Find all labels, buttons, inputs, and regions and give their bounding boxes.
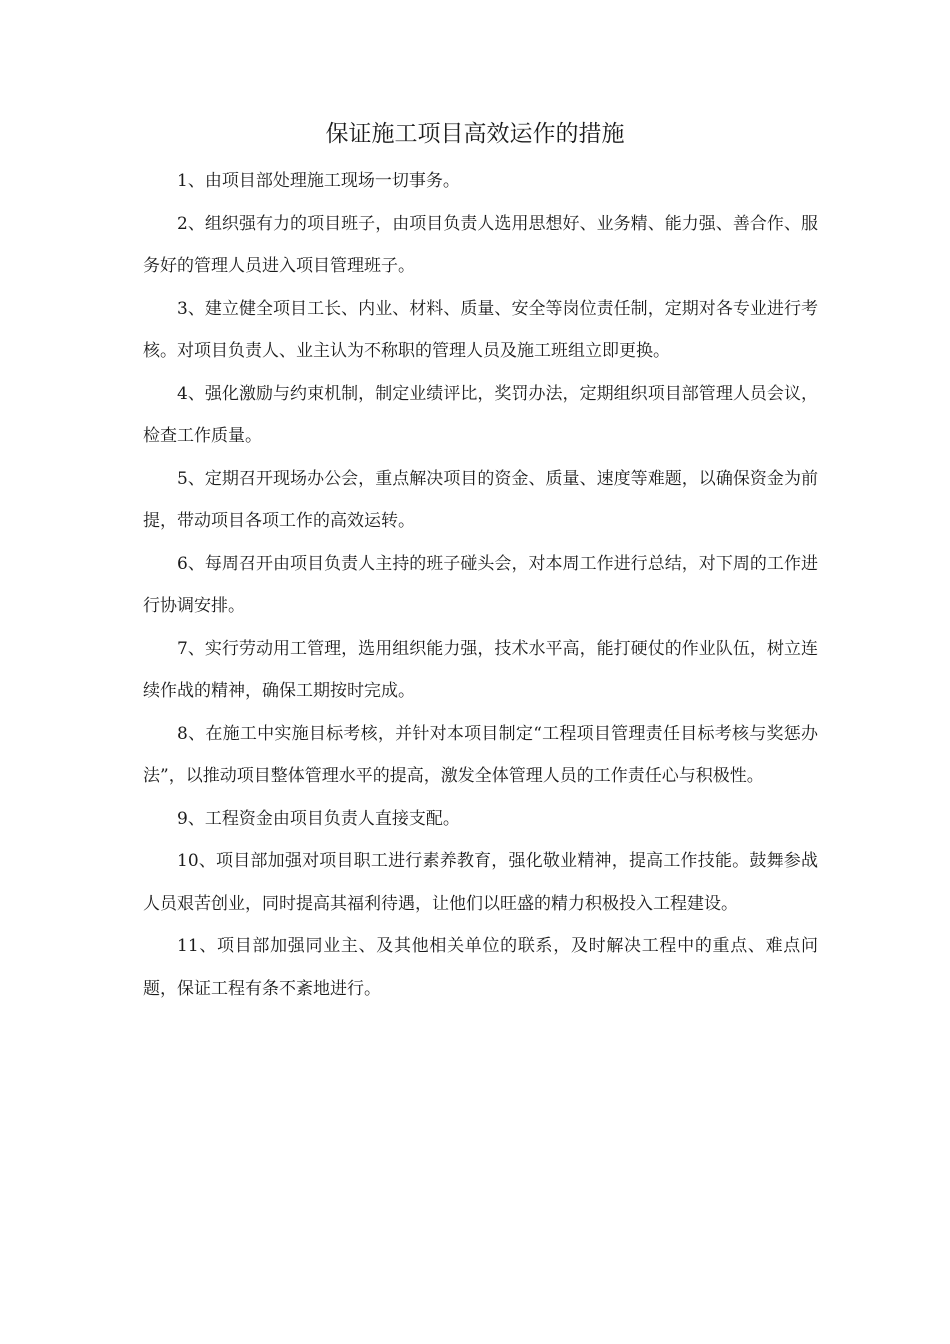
paragraph-4: 4、强化激励与约束机制，制定业绩评比，奖罚办法，定期组织项目部管理人员会议，检查工作质量。 — [143, 383, 818, 446]
paragraph-9: 9、工程资金由项目负责人直接支配。 — [177, 808, 460, 829]
document-body — [143, 160, 818, 1010]
paragraph-6: 6、每周召开由项目负责人主持的班子碰头会，对本周工作进行总结，对下周的工作进行协调安排。 — [143, 553, 818, 616]
paragraph-5: 5、定期召开现场办公会，重点解决项目的资金、质量、速度等难题，以确保资金为前提，带动项目各项工作的高效运转。 — [143, 468, 818, 531]
paragraph-8: 8、在施工中实施目标考核，并针对本项目制定“工程项目管理责任目标考核与奖惩办法”，以推动项目整体管理水平的提高，激发全体管理人员的工作责任心与积极性。 — [143, 723, 818, 786]
paragraph-11: 11、项目部加强同业主、及其他相关单位的联系，及时解决工程中的重点、难点问题，保证工程有条不紊地进行。 — [143, 936, 818, 999]
document-title: 保证施工项目高效运作的措施 — [325, 121, 625, 147]
paragraph-3: 3、建立健全项目工长、内业、材料、质量、安全等岗位责任制，定期对各专业进行考核。对项目负责人、业主认为不称职的管理人员及施工班组立即更换。 — [143, 298, 818, 361]
paragraph-1: 1、由项目部处理施工现场一切事务。 — [177, 171, 460, 191]
paragraph-2: 2、组织强有力的项目班子，由项目负责人选用思想好、业务精、能力强、善合作、服务好的管理人员进入项目管理班子。 — [143, 213, 818, 276]
paragraph-10: 10、项目部加强对项目职工进行素养教育，强化敬业精神，提高工作技能。鼓舞参战人员艰苦创业，同时提高其福利待遇，让他们以旺盛的精力积极投入工程建设。 — [143, 851, 818, 914]
paragraph-7: 7、实行劳动用工管理，选用组织能力强，技术水平高，能打硬仗的作业队伍，树立连续作战的精神，确保工期按时完成。 — [143, 638, 818, 701]
